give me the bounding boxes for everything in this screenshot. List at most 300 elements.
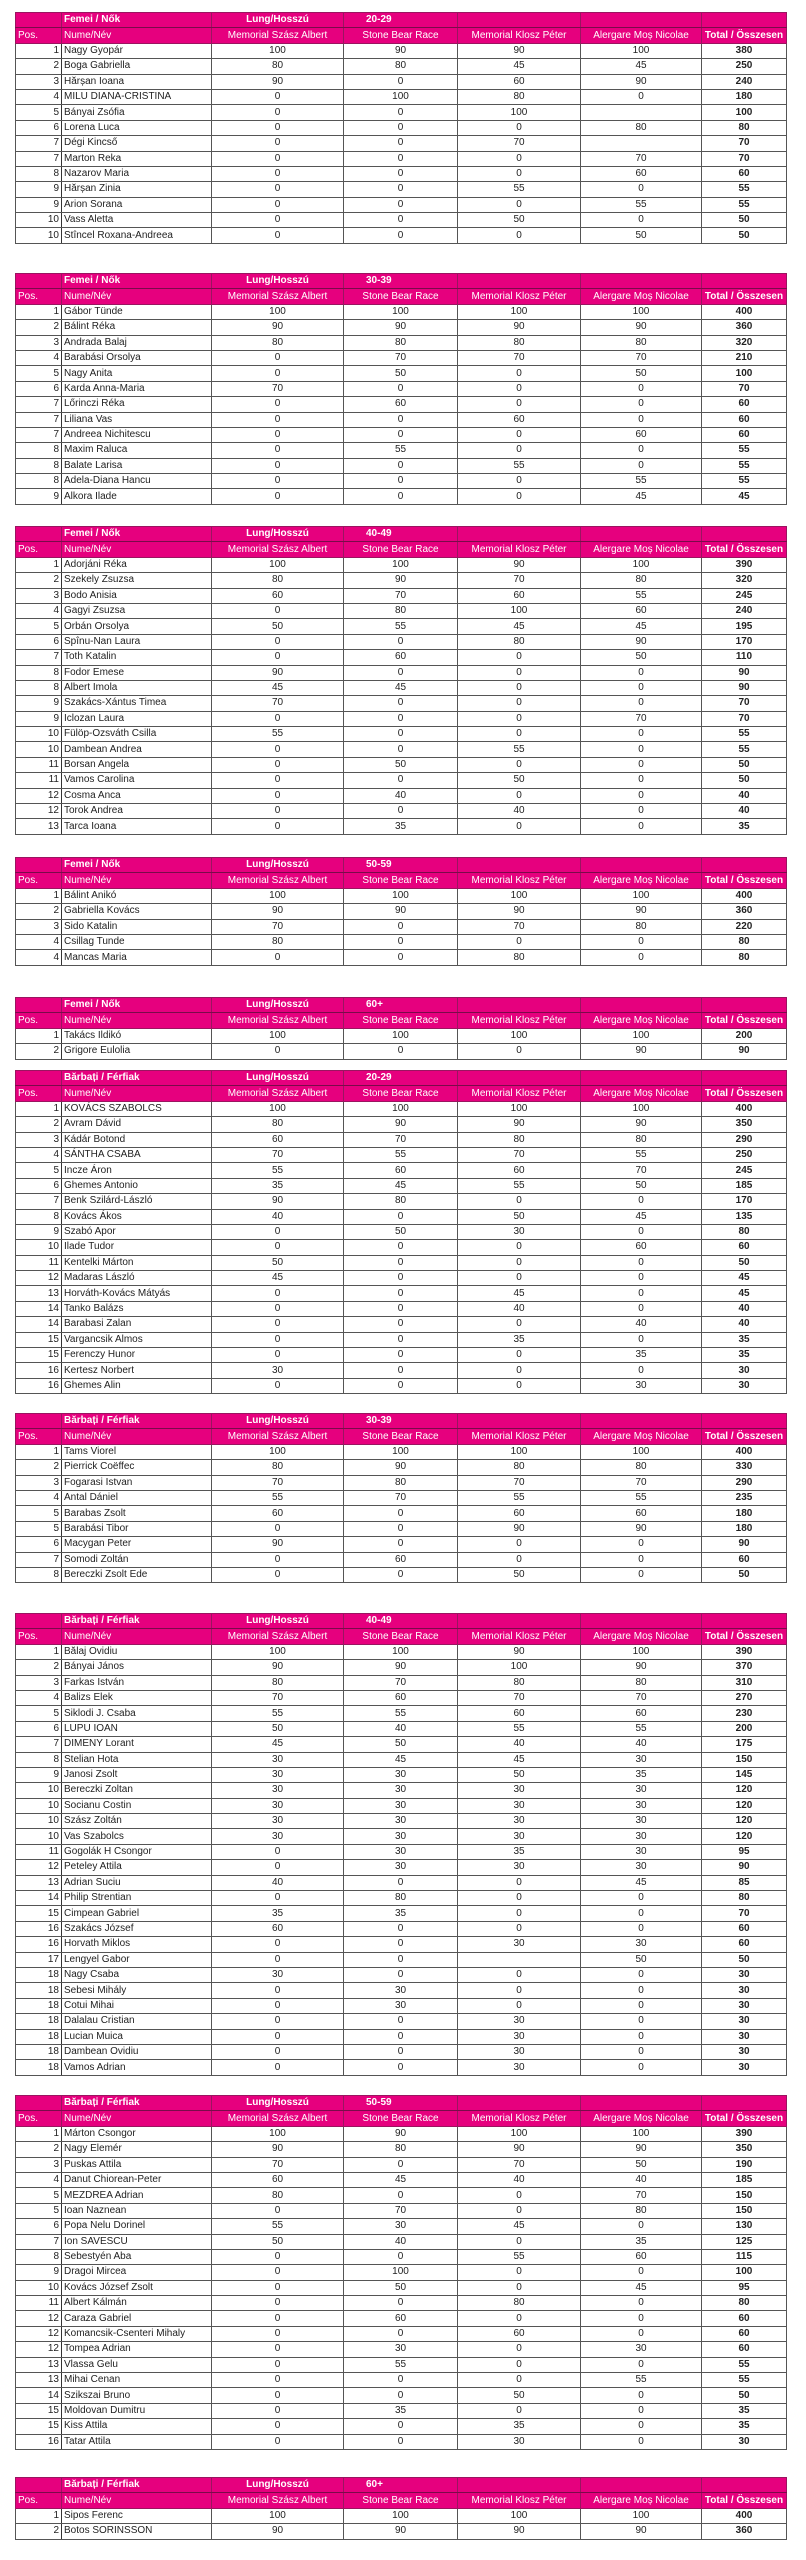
points-cell: 50 [212, 1255, 344, 1270]
points-cell: 50 [344, 366, 458, 381]
points-cell: 100 [344, 1444, 458, 1459]
points-cell: 0 [581, 182, 702, 197]
name-cell: Ferenczy Hunor [62, 1348, 212, 1363]
points-cell: 45 [212, 1271, 344, 1286]
points-cell: 0 [212, 2029, 344, 2044]
points-cell: 0 [212, 1317, 344, 1332]
header-blank [16, 527, 62, 542]
points-cell: 35 [581, 1767, 702, 1782]
total-cell: 80 [702, 2296, 787, 2311]
column-header-race: Memorial Szász Albert [212, 2493, 344, 2508]
points-cell: 0 [344, 1937, 458, 1952]
points-cell: 0 [458, 727, 581, 742]
points-cell: 0 [212, 2203, 344, 2218]
position-cell: 13 [16, 2373, 62, 2388]
table-row [16, 2508, 787, 2523]
position-cell: 4 [16, 350, 62, 365]
points-cell: 80 [344, 335, 458, 350]
points-cell: 50 [581, 650, 702, 665]
distance-label: Lung/Hosszú [212, 1071, 344, 1086]
total-cell: 360 [702, 904, 787, 919]
points-cell: 0 [344, 427, 458, 442]
points-cell: 40 [344, 1721, 458, 1736]
points-cell: 80 [458, 634, 581, 649]
position-cell: 3 [16, 1675, 62, 1690]
points-cell: 0 [581, 2044, 702, 2059]
total-cell: 35 [702, 1348, 787, 1363]
category-label: Bărbați / Férfiak [62, 1071, 212, 1086]
points-cell: 90 [458, 1521, 581, 1536]
position-cell: 8 [16, 2249, 62, 2264]
points-cell: 70 [458, 1475, 581, 1490]
name-cell: Hărșan Zinia [62, 182, 212, 197]
age-group-label: 50-59 [344, 2096, 458, 2111]
points-cell: 100 [581, 1444, 702, 1459]
points-cell: 0 [212, 458, 344, 473]
position-cell: 10 [16, 2280, 62, 2295]
header-row-category [16, 1614, 787, 1629]
points-cell: 30 [458, 1783, 581, 1798]
name-cell: Szakács-Xántus Timea [62, 696, 212, 711]
position-cell: 5 [16, 1163, 62, 1178]
header-blank [458, 2096, 581, 2111]
points-cell: 50 [581, 1178, 702, 1193]
points-cell: 30 [344, 1983, 458, 1998]
points-cell: 45 [581, 2280, 702, 2295]
points-cell: 90 [212, 2524, 344, 2539]
points-cell: 30 [344, 1829, 458, 1844]
points-cell: 0 [212, 804, 344, 819]
points-cell: 90 [581, 1521, 702, 1536]
position-cell: 15 [16, 1906, 62, 1921]
points-cell: 45 [344, 680, 458, 695]
points-cell: 90 [212, 74, 344, 89]
table-row [16, 366, 787, 381]
points-cell: 0 [212, 2419, 344, 2434]
points-cell: 70 [458, 1690, 581, 1705]
points-cell: 0 [458, 2403, 581, 2418]
name-cell: Vas Szabolcs [62, 1829, 212, 1844]
table-row [16, 89, 787, 104]
position-cell: 4 [16, 1690, 62, 1705]
points-cell: 30 [212, 1967, 344, 1982]
table-row [16, 1460, 787, 1475]
points-cell: 0 [212, 1348, 344, 1363]
points-cell: 0 [458, 2342, 581, 2357]
points-cell: 70 [458, 1147, 581, 1162]
total-cell: 120 [702, 1814, 787, 1829]
points-cell: 0 [581, 1891, 702, 1906]
points-cell: 80 [458, 1460, 581, 1475]
distance-label: Lung/Hosszú [212, 858, 344, 873]
table-row [16, 381, 787, 396]
header-blank [702, 1614, 787, 1629]
position-cell: 14 [16, 1891, 62, 1906]
table-row [16, 773, 787, 788]
table-row [16, 1952, 787, 1967]
total-cell: 45 [702, 1286, 787, 1301]
points-cell: 70 [344, 350, 458, 365]
column-header-race: Memorial Szász Albert [212, 289, 344, 304]
name-cell: Adrian Suciu [62, 1875, 212, 1890]
position-cell: 1 [16, 557, 62, 572]
points-cell: 80 [581, 2203, 702, 2218]
table-row [16, 1147, 787, 1162]
table-row [16, 634, 787, 649]
name-cell: Bodo Anisia [62, 588, 212, 603]
points-cell: 0 [458, 2357, 581, 2372]
column-header-pos: Pos. [16, 2111, 62, 2126]
points-cell: 0 [458, 2188, 581, 2203]
position-cell: 7 [16, 650, 62, 665]
points-cell: 60 [458, 412, 581, 427]
table-row [16, 1363, 787, 1378]
points-cell: 60 [458, 1506, 581, 1521]
header-blank [581, 527, 702, 542]
points-cell: 0 [458, 1967, 581, 1982]
column-header-race: Stone Bear Race [344, 28, 458, 43]
points-cell: 0 [344, 950, 458, 965]
column-header-race: Alergare Moș Nicolae [581, 2111, 702, 2126]
table-row [16, 2172, 787, 2187]
total-cell: 290 [702, 1475, 787, 1490]
category-label: Bărbați / Férfiak [62, 1414, 212, 1429]
table-row [16, 1644, 787, 1659]
column-header-race: Memorial Szász Albert [212, 1629, 344, 1644]
points-cell: 55 [581, 2373, 702, 2388]
points-cell: 100 [344, 1101, 458, 1116]
points-cell: 55 [212, 1163, 344, 1178]
total-cell: 70 [702, 151, 787, 166]
name-cell: Nagy Gyopár [62, 43, 212, 58]
column-header-race: Stone Bear Race [344, 1429, 458, 1444]
total-cell: 250 [702, 59, 787, 74]
name-cell: Benk Szilárd-László [62, 1194, 212, 1209]
name-cell: Adela-Diana Hancu [62, 474, 212, 489]
age-group-label: 30-39 [344, 1414, 458, 1429]
points-cell: 70 [212, 1475, 344, 1490]
points-cell: 70 [581, 1690, 702, 1705]
header-row-category [16, 527, 787, 542]
points-cell: 60 [581, 603, 702, 618]
points-cell: 0 [212, 1567, 344, 1582]
table-row [16, 711, 787, 726]
points-cell: 100 [344, 1028, 458, 1043]
table-row [16, 1906, 787, 1921]
total-cell: 195 [702, 619, 787, 634]
position-cell: 2 [16, 1660, 62, 1675]
name-cell: Grigore Eulolia [62, 1044, 212, 1059]
points-cell: 80 [212, 1117, 344, 1132]
points-cell: 0 [458, 2311, 581, 2326]
points-cell: 0 [581, 1286, 702, 1301]
points-cell: 0 [344, 804, 458, 819]
points-cell [458, 1952, 581, 1967]
table-row [16, 1706, 787, 1721]
table-row [16, 1814, 787, 1829]
points-cell: 0 [458, 1317, 581, 1332]
distance-label: Lung/Hosszú [212, 1614, 344, 1629]
points-cell: 100 [458, 304, 581, 319]
points-cell: 0 [581, 727, 702, 742]
position-cell: 8 [16, 1567, 62, 1582]
points-cell: 0 [212, 1332, 344, 1347]
points-cell: 90 [581, 634, 702, 649]
table-row [16, 1444, 787, 1459]
points-cell: 0 [581, 804, 702, 819]
total-cell: 245 [702, 1163, 787, 1178]
column-header-name: Nume/Név [62, 1629, 212, 1644]
points-cell: 0 [212, 634, 344, 649]
points-cell: 80 [581, 1675, 702, 1690]
points-cell: 100 [344, 888, 458, 903]
total-cell: 50 [702, 228, 787, 243]
table-row [16, 2234, 787, 2249]
table-row [16, 1690, 787, 1705]
points-cell: 0 [212, 1521, 344, 1536]
table-row [16, 2342, 787, 2357]
position-cell: 7 [16, 1552, 62, 1567]
points-cell: 70 [212, 1690, 344, 1705]
points-cell: 100 [581, 1101, 702, 1116]
header-blank [581, 1414, 702, 1429]
name-cell: Gábor Tünde [62, 304, 212, 319]
standings-table [15, 273, 787, 505]
points-cell: 60 [581, 2249, 702, 2264]
name-cell: Toth Katalin [62, 650, 212, 665]
total-cell: 70 [702, 696, 787, 711]
points-cell: 30 [458, 2060, 581, 2075]
name-cell: Arion Sorana [62, 197, 212, 212]
points-cell: 60 [212, 1921, 344, 1936]
total-cell: 30 [702, 2434, 787, 2449]
total-cell: 185 [702, 2172, 787, 2187]
name-cell: Ghemes Antonio [62, 1178, 212, 1193]
points-cell: 80 [212, 2188, 344, 2203]
points-cell: 60 [458, 74, 581, 89]
points-cell: 0 [344, 1271, 458, 1286]
position-cell: 2 [16, 1044, 62, 1059]
points-cell: 80 [344, 59, 458, 74]
header-row-columns [16, 2493, 787, 2508]
points-cell: 80 [458, 950, 581, 965]
column-header-race: Memorial Klosz Péter [458, 28, 581, 43]
points-cell: 50 [458, 773, 581, 788]
total-cell: 50 [702, 773, 787, 788]
points-cell: 80 [344, 1194, 458, 1209]
points-cell: 100 [344, 304, 458, 319]
points-cell: 0 [212, 105, 344, 120]
position-cell: 2 [16, 2524, 62, 2539]
points-cell: 40 [212, 1875, 344, 1890]
header-blank [581, 1614, 702, 1629]
total-cell: 150 [702, 1752, 787, 1767]
table-row [16, 2373, 787, 2388]
name-cell: Fodor Emese [62, 665, 212, 680]
total-cell: 240 [702, 74, 787, 89]
age-group-label: 30-39 [344, 274, 458, 289]
points-cell: 100 [212, 557, 344, 572]
standings-table [15, 857, 787, 966]
table-row [16, 2524, 787, 2539]
points-cell: 90 [581, 1044, 702, 1059]
points-cell: 30 [344, 1767, 458, 1782]
name-cell: Bányai Zsófia [62, 105, 212, 120]
position-cell: 15 [16, 2419, 62, 2434]
distance-label: Lung/Hosszú [212, 274, 344, 289]
points-cell: 80 [458, 89, 581, 104]
total-cell: 60 [702, 1552, 787, 1567]
table-row [16, 1044, 787, 1059]
points-cell: 55 [212, 2219, 344, 2234]
name-cell: LUPU IOAN [62, 1721, 212, 1736]
points-cell: 0 [458, 1044, 581, 1059]
points-cell: 0 [344, 1286, 458, 1301]
points-cell: 90 [581, 2142, 702, 2157]
total-cell: 400 [702, 304, 787, 319]
points-cell: 55 [458, 1490, 581, 1505]
points-cell: 0 [458, 1240, 581, 1255]
header-blank [702, 2478, 787, 2493]
column-header-race: Stone Bear Race [344, 289, 458, 304]
position-cell: 6 [16, 1178, 62, 1193]
total-cell: 180 [702, 1521, 787, 1536]
total-cell: 120 [702, 1783, 787, 1798]
points-cell: 0 [212, 474, 344, 489]
points-cell: 60 [212, 1506, 344, 1521]
points-cell: 0 [581, 381, 702, 396]
points-cell: 30 [581, 1752, 702, 1767]
position-cell: 12 [16, 2342, 62, 2357]
points-cell: 100 [212, 2508, 344, 2523]
points-cell: 80 [344, 1891, 458, 1906]
points-cell: 0 [212, 1937, 344, 1952]
column-header-total: Total / Összesen [702, 1429, 787, 1444]
position-cell: 16 [16, 1363, 62, 1378]
points-cell: 0 [581, 2219, 702, 2234]
table-row [16, 665, 787, 680]
position-cell: 5 [16, 1706, 62, 1721]
total-cell: 50 [702, 1255, 787, 1270]
position-cell: 9 [16, 1224, 62, 1239]
points-cell: 90 [344, 1660, 458, 1675]
points-cell: 0 [212, 1044, 344, 1059]
column-header-race: Memorial Szász Albert [212, 2111, 344, 2126]
table-row [16, 43, 787, 58]
points-cell [581, 136, 702, 151]
points-cell: 0 [581, 934, 702, 949]
standings-table [15, 1613, 787, 2076]
age-group-label: 20-29 [344, 1071, 458, 1086]
total-cell: 380 [702, 43, 787, 58]
name-cell: Spînu-Nan Laura [62, 634, 212, 649]
points-cell: 0 [212, 2388, 344, 2403]
name-cell: SÁNTHA CSABA [62, 1147, 212, 1162]
position-cell: 6 [16, 381, 62, 396]
position-cell: 12 [16, 1271, 62, 1286]
points-cell: 0 [458, 650, 581, 665]
points-cell: 0 [344, 74, 458, 89]
category-label: Femei / Nők [62, 527, 212, 542]
table-row [16, 757, 787, 772]
position-cell: 13 [16, 1875, 62, 1890]
age-group-label: 40-49 [344, 527, 458, 542]
points-cell: 30 [458, 2029, 581, 2044]
points-cell: 0 [581, 1224, 702, 1239]
total-cell: 90 [702, 680, 787, 695]
position-cell: 18 [16, 2029, 62, 2044]
total-cell: 150 [702, 2203, 787, 2218]
points-cell: 40 [581, 2172, 702, 2187]
column-header-pos: Pos. [16, 542, 62, 557]
table-row [16, 1552, 787, 1567]
table-row [16, 2419, 787, 2434]
table-row [16, 2311, 787, 2326]
name-cell: Somodi Zoltán [62, 1552, 212, 1567]
table-row [16, 1967, 787, 1982]
points-cell: 0 [212, 1552, 344, 1567]
position-cell: 8 [16, 458, 62, 473]
table-row [16, 619, 787, 634]
total-cell: 30 [702, 1378, 787, 1393]
points-cell: 30 [581, 1829, 702, 1844]
table-row [16, 320, 787, 335]
total-cell: 135 [702, 1209, 787, 1224]
points-cell: 0 [344, 120, 458, 135]
position-cell: 11 [16, 1255, 62, 1270]
name-cell: Ghemes Alin [62, 1378, 212, 1393]
points-cell: 0 [212, 788, 344, 803]
points-cell: 70 [458, 919, 581, 934]
total-cell: 55 [702, 458, 787, 473]
points-cell: 0 [344, 2434, 458, 2449]
age-group-label: 40-49 [344, 1614, 458, 1629]
points-cell: 0 [458, 2265, 581, 2280]
points-cell: 30 [458, 1829, 581, 1844]
name-cell: Gagyi Zsuzsa [62, 603, 212, 618]
points-cell: 70 [212, 696, 344, 711]
table-row [16, 696, 787, 711]
total-cell: 40 [702, 788, 787, 803]
position-cell: 15 [16, 1348, 62, 1363]
total-cell: 40 [702, 804, 787, 819]
points-cell: 0 [581, 2357, 702, 2372]
points-cell: 0 [344, 2296, 458, 2311]
points-cell: 30 [458, 1224, 581, 1239]
points-cell: 0 [458, 1271, 581, 1286]
points-cell: 0 [581, 1921, 702, 1936]
total-cell: 55 [702, 197, 787, 212]
total-cell: 55 [702, 443, 787, 458]
table-row [16, 2188, 787, 2203]
table-row [16, 136, 787, 151]
name-cell: Nazarov Maria [62, 166, 212, 181]
position-cell: 11 [16, 1844, 62, 1859]
points-cell: 0 [458, 151, 581, 166]
header-blank [458, 1614, 581, 1629]
column-header-race: Memorial Szász Albert [212, 1086, 344, 1101]
points-cell: 0 [212, 397, 344, 412]
name-cell: Kovács Ákos [62, 1209, 212, 1224]
points-cell: 0 [458, 1537, 581, 1552]
name-cell: Barabasi Zalan [62, 1317, 212, 1332]
name-cell: Horvath Miklos [62, 1937, 212, 1952]
name-cell: Antal Dániel [62, 1490, 212, 1505]
total-cell: 90 [702, 1860, 787, 1875]
points-cell: 70 [581, 1163, 702, 1178]
category-label: Bărbați / Férfiak [62, 2478, 212, 2493]
points-cell: 0 [344, 412, 458, 427]
